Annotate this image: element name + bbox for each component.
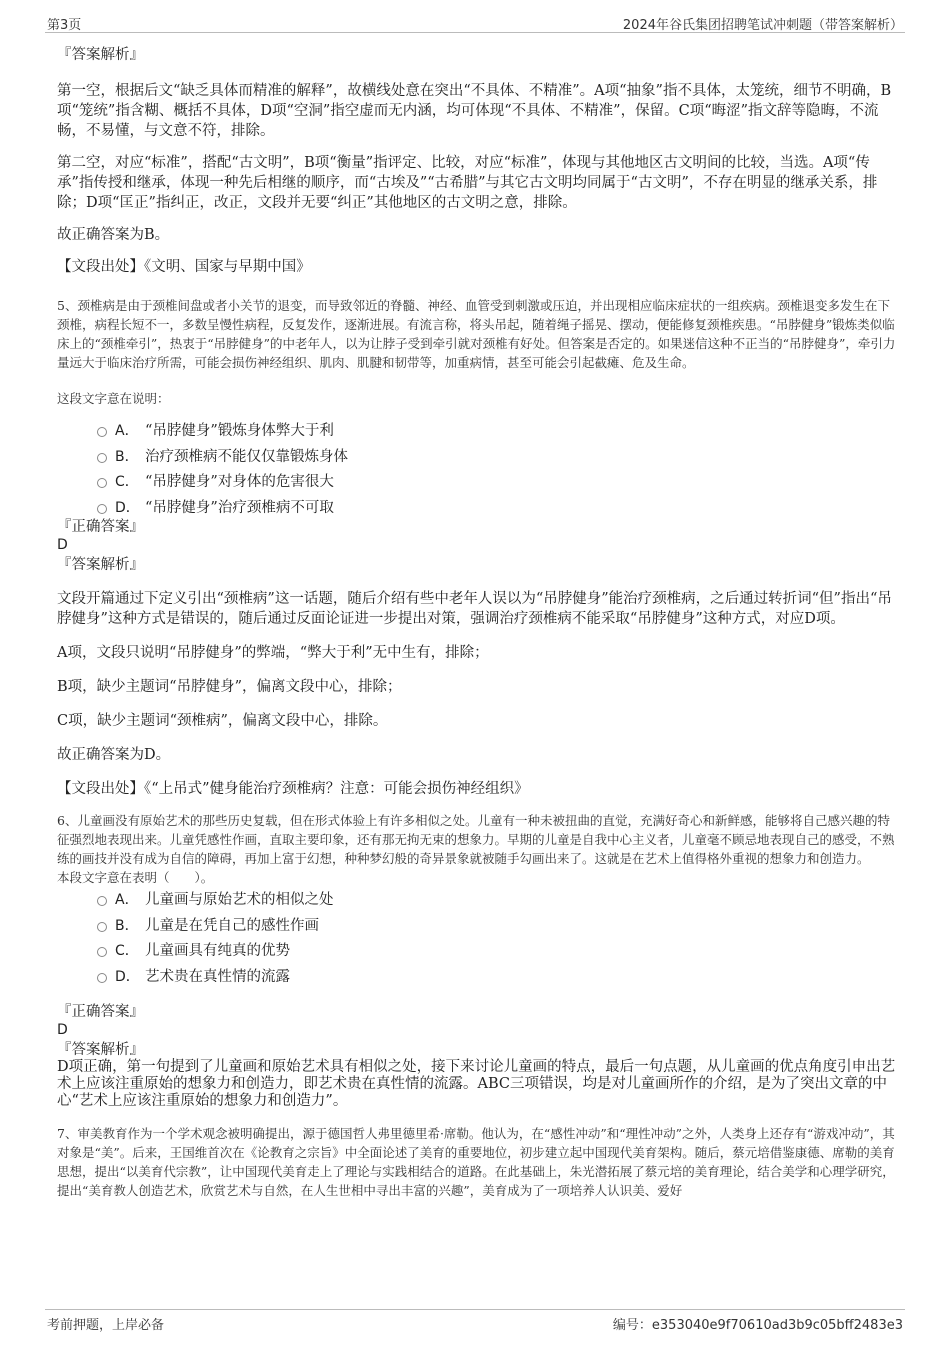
page-footer <box>45 1309 905 1332</box>
radio-button-icon[interactable] <box>97 427 107 437</box>
document-title: 2024年谷氏集团招聘笔试冲刺题（带答案解析） <box>622 18 903 33</box>
page-number: 第3页 <box>47 18 82 33</box>
analysis-paragraph: 第二空，对应“标准”，搭配“古文明”，B项“衡量”指评定、比较，对应“标准”，体现与其他地区古文明间的比较，当选。A项“传承”指传授和继承，体现一种先后相继的顺序，而“古埃及”“古希腊”与其它古文明均同属于“古文明”，不存在明显的继承关系，排除；D项“匡正”指纠正，改正，文段并无要“纠正”其他地区的古文明之意，排除。 <box>57 155 878 211</box>
option-a[interactable] <box>57 420 900 446</box>
analysis-conclusion: 故正确答案为B。 <box>57 227 170 243</box>
option-letter: B． <box>115 917 139 934</box>
correct-answer-label: 『正确答案』 <box>57 519 144 535</box>
radio-button-icon[interactable] <box>97 453 107 463</box>
option-list <box>57 420 900 522</box>
analysis-paragraph: C项，缺少主题词“颈椎病”，偏离文段中心，排除。 <box>57 713 388 729</box>
option-list <box>57 889 900 991</box>
page-header <box>45 12 905 33</box>
option-b[interactable] <box>57 446 900 472</box>
option-text: 治疗颈椎病不能仅仅靠锻炼身体 <box>145 448 348 465</box>
option-a[interactable] <box>57 889 900 915</box>
option-text: 儿童是在凭自己的感性作画 <box>145 917 319 934</box>
analysis-paragraph: A项，文段只说明“吊脖健身”的弊端，“弊大于利”无中生有，排除； <box>57 645 489 661</box>
correct-answer: D <box>57 537 68 553</box>
option-text: “吊脖健身”治疗颈椎病不可取 <box>145 499 334 516</box>
analysis-label: 『答案解析』 <box>57 1042 144 1058</box>
option-text: “吊脖健身”对身体的危害很大 <box>145 474 334 490</box>
option-text: 儿童画与原始艺术的相似之处 <box>145 892 334 908</box>
analysis-paragraph: 文段开篇通过下定义引出“颈椎病”这一话题，随后介绍有些中老年人误以为“吊脖健身”能治疗颈椎病，之后通过转折词“但”指出“吊脖健身”这种方式是错误的，随后通过反面论证进一步提出对策，强调治疗颈椎病不能采取“吊脖健身”这种方式，对应D项。 <box>57 591 892 627</box>
analysis-label: 『答案解析』 <box>57 47 144 63</box>
question-prompt: 本段文字意在表明（ ）。 <box>57 870 214 885</box>
correct-answer: D <box>57 1022 68 1038</box>
analysis-paragraph: B项，缺少主题词“吊脖健身”，偏离文段中心，排除； <box>57 679 402 695</box>
document-code: 编号：e353040e9f70610ad3b9c05bff2483e3 <box>612 1318 903 1333</box>
option-letter: B． <box>115 448 139 465</box>
radio-button-icon[interactable] <box>97 896 107 906</box>
option-text: “吊脖健身”锻炼身体弊大于利 <box>145 423 334 439</box>
source-citation: 【文段出处】《“上吊式”健身能治疗颈椎病？注意：可能会损伤神经组织》 <box>57 781 529 797</box>
option-d[interactable] <box>57 497 900 523</box>
option-c[interactable] <box>57 471 900 497</box>
option-text: 艺术贵在真性情的流露 <box>145 968 290 985</box>
radio-button-icon[interactable] <box>97 478 107 488</box>
option-text: 儿童画具有纯真的优势 <box>145 943 290 959</box>
question-stem: 6、儿童画没有原始艺术的那些历史复载，但在形式体验上有许多相似之处。儿童有一种未被扭曲的直觉，充满好奇心和新鲜感，能够将自己感兴趣的特征强烈地表现出来。儿童凭感性作画，直取主要印象，还有那无拘无束的想象力。早期的儿童是自我中心主义者，儿童毫不顾忌地表现自己的感受，不熟练的画技并没有成为自信的障碍，再加上富于幻想，种种梦幻般的奇异景象就被随手勾画出来了。这就是在艺术上值得格外重视的想象力和创造力。 <box>57 813 895 866</box>
option-b[interactable] <box>57 915 900 941</box>
option-letter: C． <box>115 474 139 490</box>
analysis-paragraph: D项正确，第一句提到了儿童画和原始艺术具有相似之处，接下来讨论儿童画的特点，最后一句点题，从儿童画的优点角度引申出艺术上应该注重原始的想象力和创造力，即艺术贵在真性情的流露。ABC三项错误，均是对儿童画所作的介绍，是为了突出文章的中心“艺术上应该注重原始的想象力和创造力”。 <box>57 1059 896 1109</box>
option-letter: A． <box>115 423 139 439</box>
option-letter: A． <box>115 892 139 908</box>
radio-button-icon[interactable] <box>97 504 107 514</box>
question-stem: 5、颈椎病是由于颈椎间盘或者小关节的退变，而导致邻近的脊髓、神经、血管受到刺激或压迫，并出现相应临床症状的一组疾病。颈椎退变多发生在下颈椎，病程长短不一，多数呈慢性病程，反复发作，逐渐进展。有流言称，将头吊起，随着绳子摇晃、摆动，便能修复颈椎疾患。“吊脖健身”锻炼类似临床上的“颈椎牵引”，热衷于“吊脖健身”的中老年人，以为让脖子受到牵引就对颈椎有好处。但答案是否定的。如果迷信这种不正当的“吊脖健身”，牵引力量远大于临床治疗所需，可能会损伤神经组织、肌肉、肌腱和韧带等，加重病情，甚至可能会引起截瘫、危及生命。 <box>57 298 896 370</box>
footer-note: 考前押题，上岸必备 <box>47 1318 165 1333</box>
option-letter: D． <box>115 499 140 516</box>
correct-answer-label: 『正确答案』 <box>57 1004 144 1020</box>
radio-button-icon[interactable] <box>97 947 107 957</box>
question-stem: 7、审美教育作为一个学术观念被明确提出，源于德国哲人弗里德里希·席勒。他认为，在“感性冲动”和“理性冲动”之外，人类身上还存有“游戏冲动”，其对象是“美”。后来，王国维首次在《论教育之宗旨》中全面论述了美育的重要地位，初步建立起中国现代美育架构。随后，蔡元培借鉴康德、席勒的美育思想，提出“以美育代宗教”，让中国现代美育走上了理论与实践相结合的道路。在此基础上，朱光潜拓展了蔡元培的美育理论，结合美学和心理学研究，提出“美育教人创造艺术，欣赏艺术与自然，在人生世相中寻出丰富的兴趣”，美育成为了一项培养人认识美、爱好 <box>57 1126 895 1198</box>
radio-button-icon[interactable] <box>97 922 107 932</box>
analysis-label: 『答案解析』 <box>57 557 144 573</box>
option-letter: C． <box>115 943 139 959</box>
radio-button-icon[interactable] <box>97 973 107 983</box>
source-citation: 【文段出处】《文明、国家与早期中国》 <box>57 259 311 275</box>
option-d[interactable] <box>57 966 900 992</box>
option-letter: D． <box>115 968 140 985</box>
option-c[interactable] <box>57 940 900 966</box>
analysis-conclusion: 故正确答案为D。 <box>57 747 171 763</box>
document-body <box>57 44 900 1200</box>
question-prompt: 这段文字意在说明： <box>57 391 170 406</box>
analysis-paragraph: 第一空，根据后文“缺乏具体而精准的解释”，故横线处意在突出“不具体、不精准”。A项“抽象”指不具体，太笼统，细节不明确，B项“笼统”指含糊、概括不具体，D项“空洞”指空虚而无内涵，均可体现“不具体、不精准”，保留。C项“晦涩”指文辞等隐晦，不流畅，不易懂，与文意不符，排除。 <box>57 83 892 139</box>
